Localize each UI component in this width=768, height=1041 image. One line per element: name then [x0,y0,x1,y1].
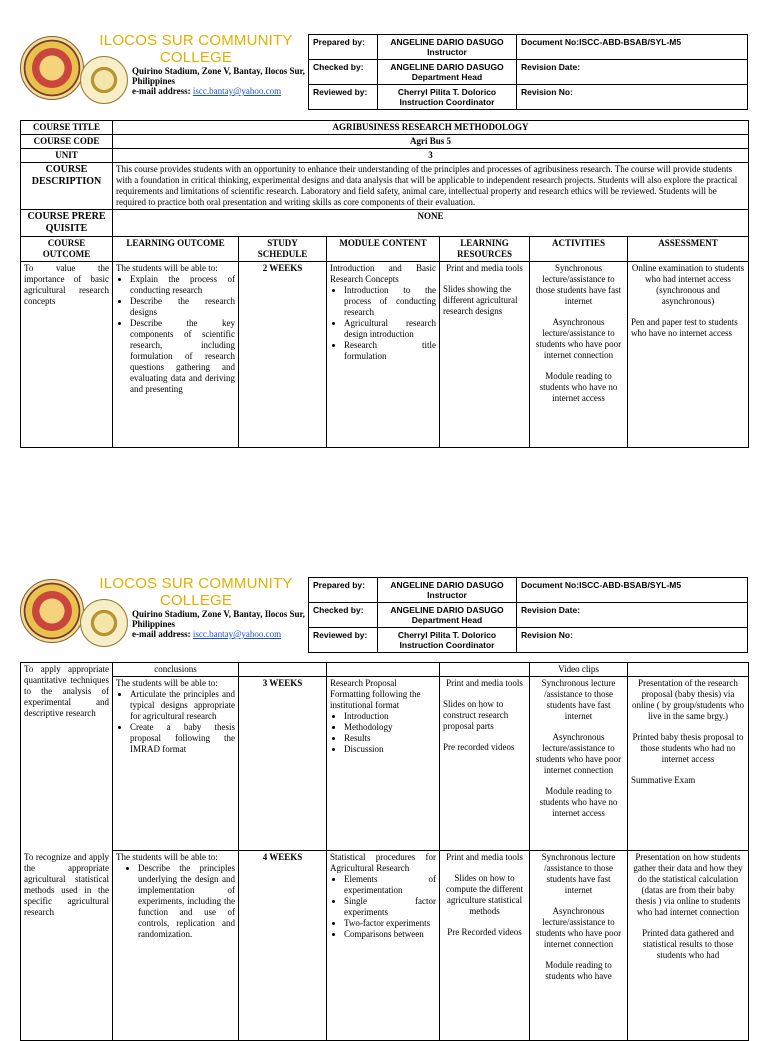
activities-cell [530,677,628,851]
provincial-seal-logo [20,579,84,643]
college-name: ILOCOS SUR COMMUNITY COLLEGE [99,32,293,66]
checked-role: Department Head [411,615,483,625]
col-activities: ACTIVITIES [530,237,628,262]
syllabus-page-1 [20,120,748,448]
learning-resources-cell [440,262,530,448]
module-content-cell [327,851,440,1041]
address-text: Quirino Stadium, Zone V, Bantay, Ilocos Sur, Philippines [132,66,305,86]
assessment-item: Presentation on how students gather their data and how they do the statistical calculation (datas are from their baby thesis ) via online to students who had internet connection [633,852,743,917]
study-schedule-cell: 3 WEEKS [239,677,327,851]
resource-item: Print and media tools [446,263,523,273]
checked-name: ANGELINE DARIO DASUGO [390,605,504,615]
email-label: e-mail address: [132,629,191,639]
module-intro: Statistical procedures for Agricultural Research [330,852,436,873]
list-item: • Discussion [344,744,436,755]
reviewed-role: Instruction Coordinator [399,640,495,650]
college-name: ILOCOS SUR COMMUNITY COLLEGE [99,575,293,609]
reviewed-name: Cherryl Pilita T. Dolorico [397,87,497,97]
module-intro: Research Proposal Formatting following the institutional format [330,678,421,710]
col-module-content: MODULE CONTENT [327,237,440,262]
revision-number: Revision No: [517,628,748,653]
reviewed-label: Reviewed by: [309,628,378,653]
college-address [132,609,312,639]
prerequisite-label: COURSE PREREQUISITE [21,210,113,237]
list-item: • Introduction to the process of conducting research [344,285,436,318]
college-address [132,66,312,96]
assessment-cell [628,262,749,448]
assessment-item: Pen and paper test to students who have no internet access [631,317,738,338]
empty-cell [440,663,530,677]
assessment-cell [628,677,749,851]
activity-item: Synchronous lecture /assistance to those students have fast internet [541,852,616,895]
course-title-label: COURSE TITLE [21,121,113,135]
empty-cell [239,663,327,677]
course-title: AGRIBUSINESS RESEARCH METHODOLOGY [113,121,749,135]
resource-item: Pre recorded videos [443,742,515,752]
prerequisite-value: NONE [113,210,749,237]
table-row [21,262,749,448]
column-header-row [21,237,749,262]
reviewed-by [378,628,517,653]
lo-intro: The students will be able to: [116,263,218,273]
document-number: Document No:ISCC-ABD-BSAB/SYL-M5 [517,35,748,60]
checked-role: Department Head [411,72,483,82]
module-intro: Introduction and Basic Research Concepts [330,263,436,284]
unit-value: 3 [113,149,749,163]
list-item: • Describe the key components of scientific research, including formulation of research questions gathering and evaluating data and deriving and presenting [130,318,235,395]
list-item: • Describe the principles underlying the design and implementation of experiments, including the function and use of controls, replication and randomization. [138,863,235,940]
email-link[interactable]: iscc.bantay@yahoo.com [192,86,282,96]
table-row [21,677,749,851]
resource-item: Slides showing the different agricultural research designs [443,284,518,316]
assessment-item: Printed baby thesis proposal to those students who had no internet access [632,732,744,764]
revision-date: Revision Date: [517,603,748,628]
resource-item: Slides on how to compute the different agriculture statistical methods [445,873,524,916]
list-item: • Two-factor experiments [344,918,436,929]
document-header [20,34,748,108]
prepared-role: Instructor [427,47,467,57]
document-control-table [308,577,748,653]
course-outcome-cell: To recognize and apply the appropriate agricultural statistical methods used in the specific agricultural research [21,851,113,1041]
learning-outcome-cell [113,851,239,1041]
lo-intro: The students will be able to: [116,852,218,862]
list-item: • Single factor experiments [344,896,436,918]
learning-outcome-cell [113,677,239,851]
revision-date: Revision Date: [517,60,748,85]
module-content-cell [327,677,440,851]
revision-number: Revision No: [517,85,748,110]
resource-item: Print and media tools [446,852,523,862]
list-item: • Agricultural research design introduction [344,318,436,340]
course-code: Agri Bus 5 [113,135,749,149]
learning-outcome-cell [113,262,239,448]
col-learning-resources: LEARNING RESOURCES [440,237,530,262]
document-header [20,577,748,651]
assessment-item: Summative Exam [631,775,696,785]
syllabus-table-1 [20,120,749,448]
resource-item: Slides on how to construct research proposal parts [443,699,509,731]
prepared-by [378,35,517,60]
lo-intro: The students will be able to: [116,678,218,688]
continued-learning-outcome: conclusions [113,663,239,677]
reviewed-role: Instruction Coordinator [399,97,495,107]
study-schedule-cell: 4 WEEKS [239,851,327,1041]
list-item: • Research title formulation [344,340,436,362]
list-item: • Elements of experimentation [344,874,436,896]
continued-activity: Video clips [530,663,628,677]
list-item: • Explain the process of conducting research [130,274,235,296]
unit-label: UNIT [21,149,113,163]
activity-item: Module reading to students who have no internet access [539,371,618,403]
assessment-item: Presentation of the research proposal (baby thesis) via online ( by group/students who live in the same brgy.) [632,678,744,721]
email-link[interactable]: iscc.bantay@yahoo.com [192,629,282,639]
activity-item: Asynchronous lecture/assistance to students who have poor internet connection [535,906,622,949]
list-item: • Introduction [344,711,436,722]
prepared-by [378,578,517,603]
reviewed-by [378,85,517,110]
assessment-item: Online examination to students who had internet access (synchronous and asynchronous) [631,263,745,306]
col-assessment: ASSESSMENT [628,237,749,262]
prepared-name: ANGELINE DARIO DASUGO [390,580,504,590]
activity-item: Asynchronous lecture/assistance to students who have poor internet connection [535,732,622,775]
table-row [21,663,749,677]
checked-by [378,60,517,85]
prepared-name: ANGELINE DARIO DASUGO [390,37,504,47]
col-learning-outcome: LEARNING OUTCOME [113,237,239,262]
prepared-role: Instructor [427,590,467,600]
activities-cell [530,851,628,1041]
activity-item: Module reading to students who have no internet access [539,786,618,818]
list-item: • Articulate the principles and typical designs appropriate for agricultural research [130,689,235,722]
list-item: • Results [344,733,436,744]
checked-label: Checked by: [309,603,378,628]
activity-item: Module reading to students who have [545,960,612,981]
activity-item: Synchronous lecture /assistance to those students have fast internet [541,678,616,721]
activities-cell [530,262,628,448]
study-schedule-cell: 2 WEEKS [239,262,327,448]
assessment-cell [628,851,749,1041]
module-content-cell [327,262,440,448]
resource-item: Pre Recorded videos [447,927,522,937]
assessment-item: Printed data gathered and statistical results to those students who had [642,928,734,960]
email-label: e-mail address: [132,86,191,96]
col-study-schedule: STUDY SCHEDULE [239,237,327,262]
address-text: Quirino Stadium, Zone V, Bantay, Ilocos Sur, Philippines [132,609,305,629]
table-row [21,851,749,1041]
prepared-label: Prepared by: [309,578,378,603]
resource-item: Print and media tools [446,678,523,688]
activity-item: Synchronous lecture/assistance to those students have fast internet [535,263,622,306]
empty-cell [628,663,749,677]
document-number: Document No:ISCC-ABD-BSAB/SYL-M5 [517,578,748,603]
checked-label: Checked by: [309,60,378,85]
reviewed-label: Reviewed by: [309,85,378,110]
list-item: • Describe the research designs [130,296,235,318]
learning-resources-cell [440,677,530,851]
reviewed-name: Cherryl Pilita T. Dolorico [397,630,497,640]
course-description: This course provides students with an opportunity to enhance their understanding of the principles and processes of agribusiness research. The course will provide students with a foundation in critical thinking, experimental designs and data analysis that will be applicable to independent research projects. Students will also explore the practical requirements and limitations of scientific research. Laboratory and field safety, animal care, intellectual property and research ethics will be reviewed. Students will be required to practice both oral presentation and writing skills as core components of their evaluation. [113,163,749,210]
course-code-label: COURSE CODE [21,135,113,149]
empty-cell [327,663,440,677]
list-item: • Comparisons between [344,929,436,940]
learning-resources-cell [440,851,530,1041]
syllabus-table-2 [20,662,749,1041]
prepared-label: Prepared by: [309,35,378,60]
col-course-outcome: COURSE OUTCOME [21,237,113,262]
document-control-table [308,34,748,110]
activity-item: Asynchronous lecture/assistance to students who have poor internet connection [535,317,622,360]
checked-name: ANGELINE DARIO DASUGO [390,62,504,72]
checked-by [378,603,517,628]
list-item: • Create a baby thesis proposal following the IMRAD format [130,722,235,755]
provincial-seal-logo [20,36,84,100]
course-outcome-cell: To value the importance of basic agricultural research concepts [21,262,113,448]
list-item: • Methodology [344,722,436,733]
syllabus-page-2 [20,662,748,1041]
course-outcome-cell: To apply appropriate quantitative techniques to the analysis of experimental and descriptive research [21,663,113,851]
course-description-label: COURSE DESCRIPTION [21,163,113,210]
